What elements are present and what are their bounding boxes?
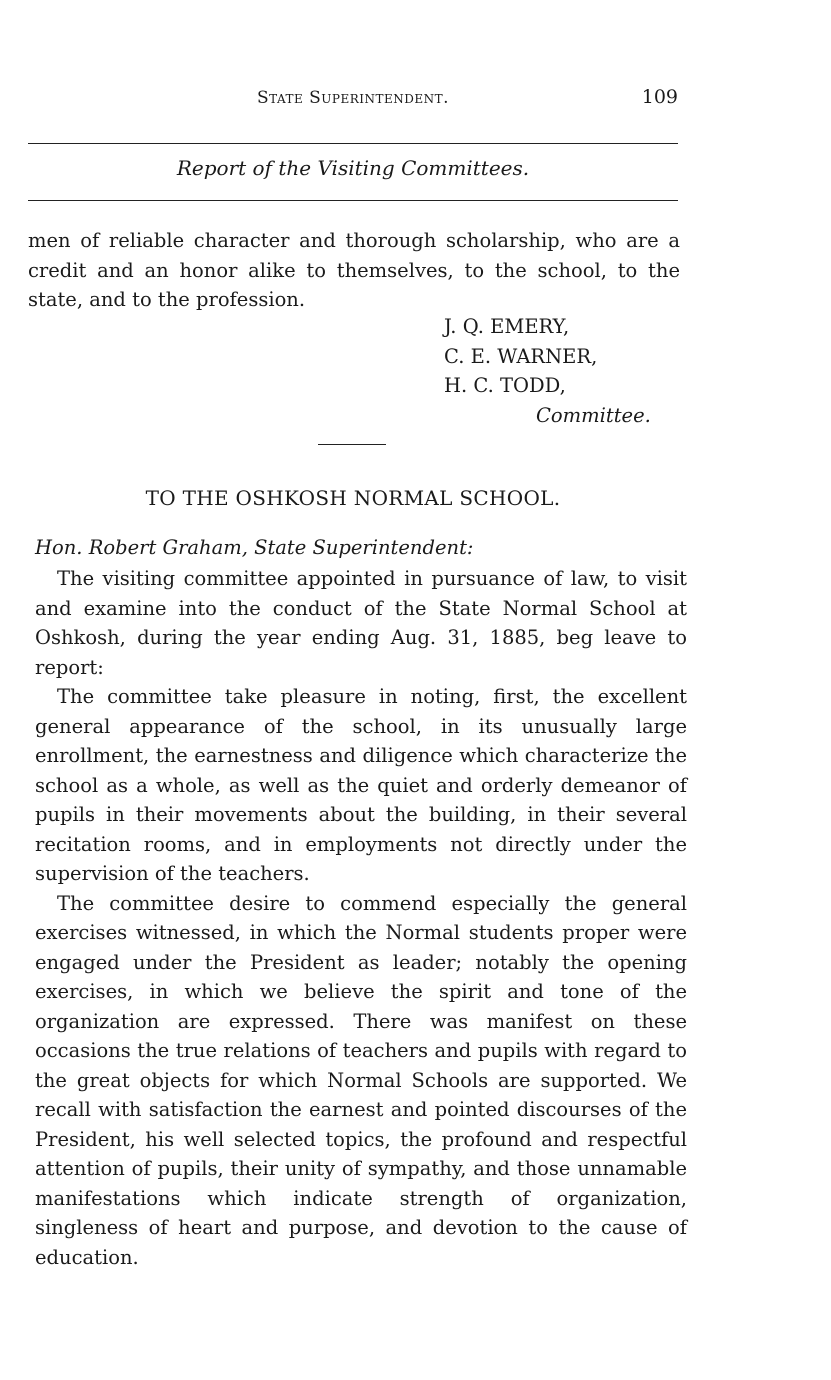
signature-name: H. C. TODD, [444, 374, 566, 397]
salutation: Hon. Robert Graham, State Superintendent: [35, 536, 474, 559]
paragraph: The committee take pleasure in noting, first, the excellent general appearance of the school, in its unusually large enrollment, the earnestness and diligence which characterize the school as a whole, as well as the quiet and orderly demeanor of pupils in their movements about the building, in their several recitation rooms, and in employments not directly under the supervision of the teachers. [35, 685, 687, 885]
section-rule [28, 200, 678, 201]
section-title: Report of the Visiting Committees. [176, 156, 530, 180]
report-heading: TO THE OSHKOSH NORMAL SCHOOL. [145, 486, 561, 510]
signature-role: Committee. [536, 403, 651, 427]
continuation-text [28, 226, 680, 315]
signature-block [444, 312, 651, 430]
signature-name: J. Q. EMERY, [444, 315, 570, 338]
paragraph: The visiting committee appointed in pursuance of law, to visit and examine into the conduct of the State Normal School at Oshkosh, during the year ending Aug. 31, 1885, beg leave to report: [35, 567, 687, 679]
top-rule [28, 143, 678, 144]
continuation-paragraph: men of reliable character and thorough scholarship, who are a credit and an honor alike to themselves, to the school, to the state, and to the profession. [28, 229, 680, 311]
report-body [35, 564, 687, 1272]
paragraph: The committee desire to commend especially the general exercises witnessed, in which the Normal students proper were engaged under the President as leader; notably the opening exercises, in which we believe the spirit and tone of the organization are expressed. There was manifest on these occasions the true relations of teachers and pupils with regard to the great objects for which Normal Schools are supported. We recall with satisfaction the earnest and pointed discourses of the President, his well selected topics, the profound and respectful attention of pupils, their unity of sympathy, and those unnamable manifestations which indicate strength of organization, singleness of heart and purpose, and devotion to the cause of education. [35, 891, 687, 1269]
running-header [28, 86, 678, 114]
signature-name: C. E. WARNER, [444, 344, 598, 368]
divider [318, 444, 386, 445]
running-title: State Superintendent. [256, 88, 450, 108]
page-number: 109 [641, 86, 678, 108]
